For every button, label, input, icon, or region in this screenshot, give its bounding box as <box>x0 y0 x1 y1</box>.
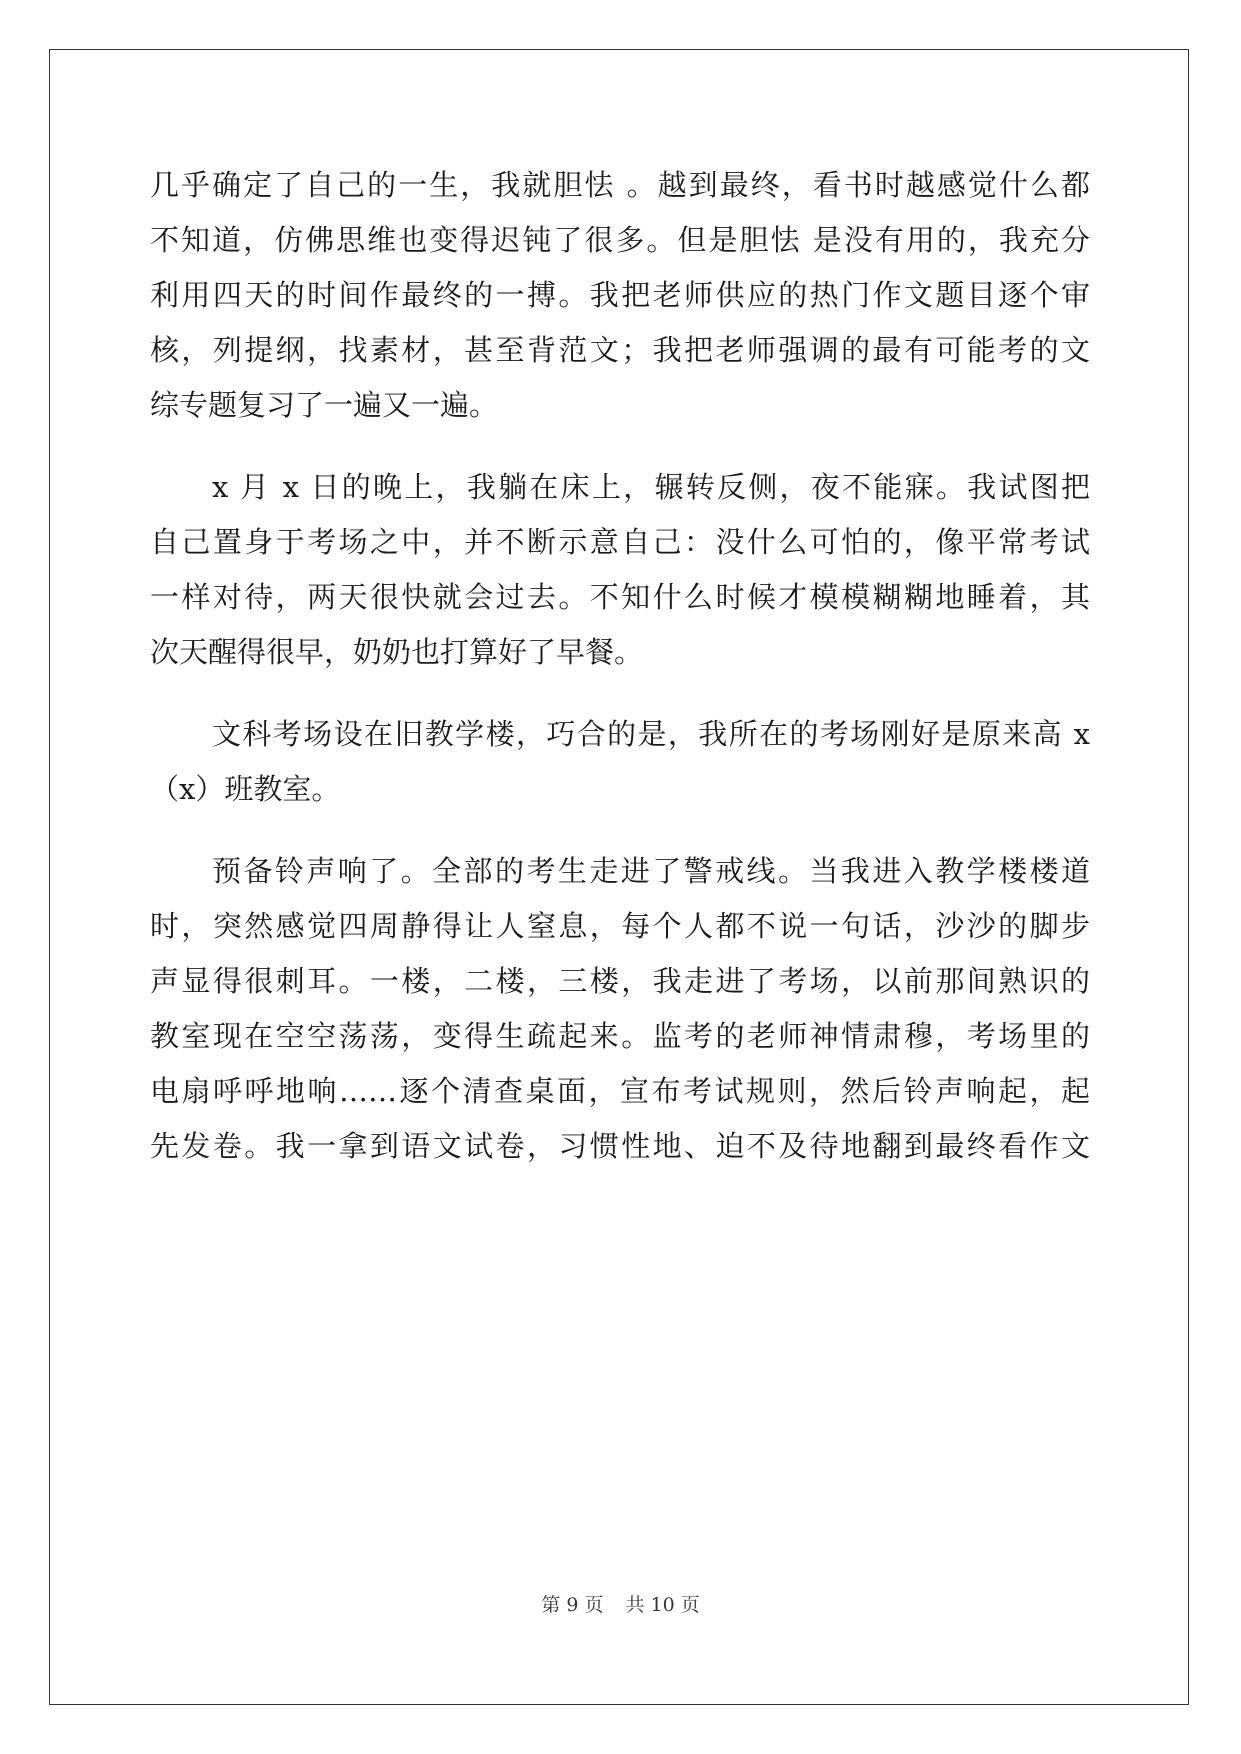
text-line: 声显得很刺耳。一楼，二楼，三楼，我走进了考场，以前那间熟识的 <box>150 964 1090 998</box>
text-line: 预备铃声响了。全部的考生走进了警戒线。当我进入教学楼楼道 <box>212 854 1090 888</box>
document-body <box>150 158 1090 1174</box>
text-line: 几乎确定了自己的一生，我就胆怯 。越到最终，看书时越感觉什么都 <box>150 168 1090 202</box>
text-line: 教室现在空空荡荡，变得生疏起来。监考的老师神情肃穆，考场里的 <box>150 1019 1090 1053</box>
text-line: 综专题复习了一遍又一遍。 <box>150 388 499 422</box>
paragraph <box>150 158 1090 433</box>
page-footer <box>0 1590 1241 1617</box>
paragraph <box>150 844 1090 1174</box>
text-line: 不知道，仿佛思维也变得迟钝了很多。但是胆怯 是没有用的，我充分 <box>150 223 1090 257</box>
page-total: 共 10 页 <box>625 1594 700 1616</box>
text-line: 文科考场设在旧教学楼，巧合的是，我所在的考场刚好是原来高 x <box>212 717 1090 751</box>
text-line: x 月 x 日的晚上，我躺在床上，辗转反侧，夜不能寐。我试图把 <box>212 470 1090 504</box>
text-line: 利用四天的时间作最终的一搏。我把老师供应的热门作文题目逐个审 <box>150 278 1090 312</box>
text-line: 先发卷。我一拿到语文试卷，习惯性地、迫不及待地翻到最终看作文 <box>150 1129 1090 1163</box>
paragraph <box>150 460 1090 680</box>
text-line: 电扇呼呼地响……逐个清查桌面，宣布考试规则，然后铃声响起，起 <box>150 1074 1090 1108</box>
text-line: 一样对待，两天很快就会过去。不知什么时候才模模糊糊地睡着，其 <box>150 580 1090 614</box>
text-line: 时，突然感觉四周静得让人窒息，每个人都不说一句话，沙沙的脚步 <box>150 909 1090 943</box>
text-line: （x）班教室。 <box>150 772 341 806</box>
text-line: 核，列提纲，找素材，甚至背范文；我把老师强调的最有可能考的文 <box>150 333 1090 367</box>
text-line: 自己置身于考场之中，并不断示意自己：没什么可怕的，像平常考试 <box>150 525 1090 559</box>
paragraph <box>150 707 1090 817</box>
page-number: 第 9 页 <box>541 1594 604 1616</box>
text-line: 次天醒得很早，奶奶也打算好了早餐。 <box>150 635 644 669</box>
